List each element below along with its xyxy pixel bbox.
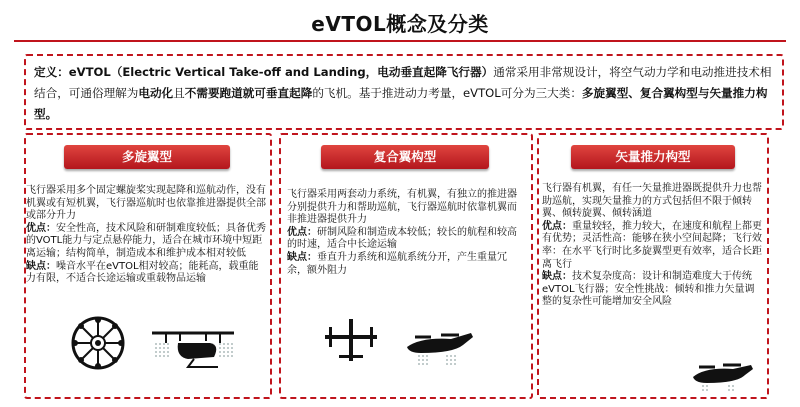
definition-box [24, 54, 784, 130]
definition-keyword-types: 多旋翼型、复合翼构型与矢量推力构型。 [34, 86, 768, 121]
multirotor-dis: 噪音水平在eVTOL相对较高；能耗高，载重能力有限，不适合长途运输或重载物品运输 [26, 260, 259, 285]
definition-keyword-vtol: 不需要跑道就可垂直起降 [184, 86, 313, 100]
multirotor-description [26, 185, 268, 286]
tilt-rotor-aircraft-icon [689, 359, 759, 393]
definition-lead: 定义：eVTOL（Electric Vertical Take-off and Landing，电动垂直起降飞行器） [34, 65, 494, 79]
page-title: eVTOL概念及分类 [311, 12, 489, 36]
title-underline [14, 40, 786, 42]
multirotor-desc: 飞行器采用多个固定螺旋桨实现起降和巡航动作，没有机翼或有短机翼，飞行器巡航时也依靠推进器提供全部或部分升力 [26, 185, 266, 222]
compound-wing-header: 复合翼构型 [321, 145, 489, 169]
compound-wing-description [287, 189, 525, 277]
definition-text-3: 的飞机。基于推进动力考量，eVTOL可分为三大类： [312, 86, 582, 100]
definition-text-2: 且 [173, 86, 185, 100]
vector-thrust-adv: 重量较轻，推力较大，在速度和航程上都更有优势；灵活性高：能够在狭小空间起降；飞行效率：在水平飞行时比多旋翼型更有效率，适合长距离飞行 [542, 220, 762, 270]
compound-wing-dis-label: 缺点： [287, 251, 317, 263]
vector-thrust-desc: 飞行器有机翼，有任一矢量推进器既提供升力也帮助巡航，实现矢量推力的方式包括但不限于倾转翼、倾转旋翼、倾转涵道 [542, 183, 762, 220]
vector-thrust-dis-label: 缺点： [542, 271, 572, 283]
compound-wing-adv-label: 优点： [287, 226, 317, 238]
vector-thrust-card [537, 133, 769, 399]
compound-wing-desc: 飞行器采用两套动力系统，有机翼，有独立的推进器分别提供升力和帮助巡航，飞行器巡航时依靠机翼而非推进器提供升力 [287, 189, 517, 226]
multirotor-card [24, 133, 272, 399]
multirotor-header: 多旋翼型 [64, 145, 230, 169]
multirotor-dis-label: 缺点： [26, 260, 56, 272]
multirotor-drone-icon [148, 329, 238, 373]
multirotor-adv-label: 优点： [26, 222, 56, 234]
vector-thrust-description [542, 183, 764, 309]
compound-wing-card [279, 133, 533, 399]
vector-thrust-header: 矢量推力构型 [571, 145, 735, 169]
compound-wing-topview-icon [321, 317, 381, 363]
compound-wing-adv: 研制风险和制造成本较低；较长的航程和较高的时速，适合中长途运输 [287, 226, 517, 251]
vector-thrust-dis: 技术复杂度高：设计和制造难度大于传统eVTOL飞行器；安全性挑战：倾转和推力矢量调整的复杂性可能增加安全风险 [542, 271, 755, 308]
multirotor-ring-icon [70, 315, 126, 371]
definition-text-1: 通常采用非常规设计，将空气动力学和电动推进技术相结合，可通俗理解为 [34, 65, 772, 100]
compound-wing-dis: 垂直升力系统和巡航系统分开，产生重量冗余，额外阻力 [287, 251, 507, 276]
definition-keyword-electric: 电动化 [138, 86, 174, 100]
multirotor-adv: 安全性高，技术风险和研制难度较低；具备优秀的VOTL能力与定点悬停能力，适合在城市环境中短距离运输；结构简单，制造成本和维护成本相对较低 [26, 222, 266, 259]
vector-thrust-adv-label: 优点： [542, 220, 572, 232]
compound-wing-aircraft-icon [401, 325, 481, 369]
